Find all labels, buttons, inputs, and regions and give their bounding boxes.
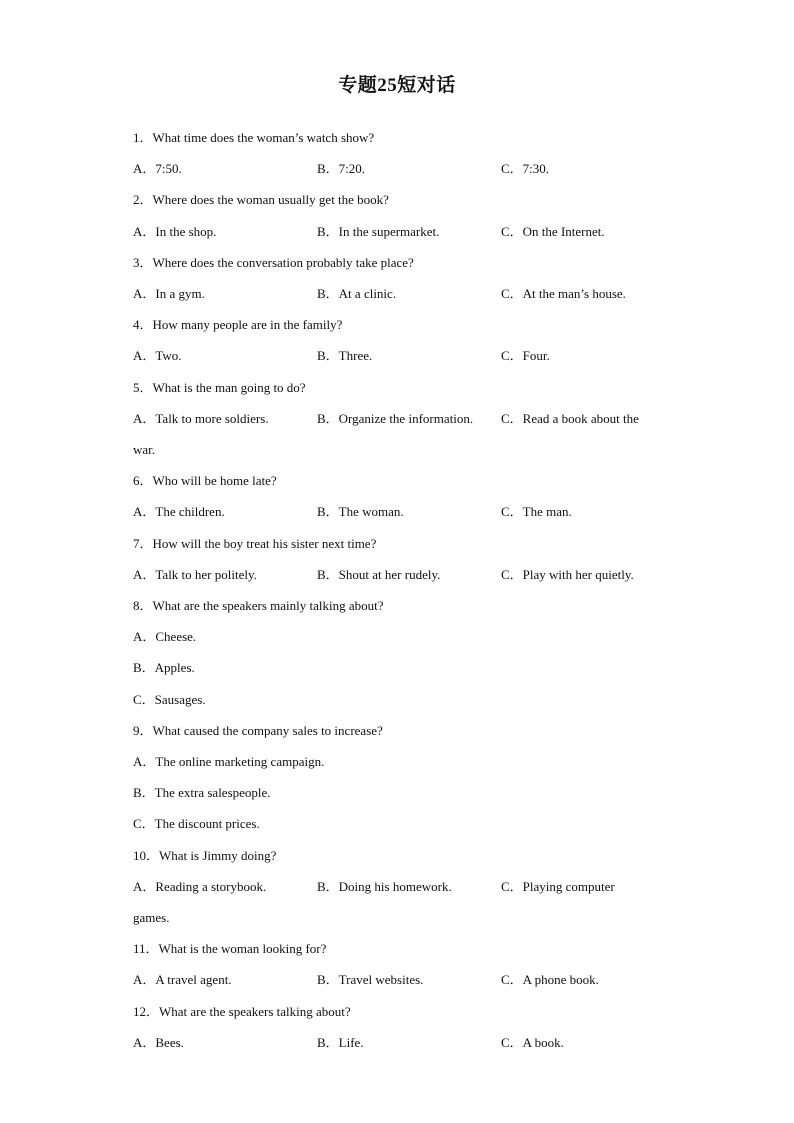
question-8-stem: 8．What are the speakers mainly talking about? (133, 598, 384, 613)
question-9-stem: 9．What caused the company sales to increase? (133, 723, 383, 738)
question-3-option-c: C．At the man’s house. (501, 286, 626, 301)
question-10-option-c-wrap: games. (133, 910, 170, 925)
question-8-option-b: B．Apples. (133, 660, 195, 675)
question-10-option-a: A．Reading a storybook. (133, 879, 267, 894)
question-7-option-a: A．Talk to her politely. (133, 567, 257, 582)
question-8-option-a: A．Cheese. (133, 629, 197, 644)
question-1-option-a: A．7:50. (133, 161, 182, 176)
question-2-option-a: A．In the shop. (133, 224, 217, 239)
question-5-option-c: C．Read a book about the (501, 411, 639, 426)
question-6-option-b: B．The woman. (317, 504, 404, 519)
question-5-stem: 5．What is the man going to do? (133, 380, 306, 395)
question-10-option-b: B．Doing his homework. (317, 879, 452, 894)
question-7-option-c: C．Play with her quietly. (501, 567, 634, 582)
question-10-option-c: C．Playing computer (501, 879, 615, 894)
question-2-stem: 2．Where does the woman usually get the book? (133, 192, 389, 207)
question-6-option-a: A．The children. (133, 504, 225, 519)
question-11-stem: 11．What is the woman looking for? (133, 941, 327, 956)
question-12-stem: 12．What are the speakers talking about? (133, 1004, 351, 1019)
question-9-option-b: B．The extra salespeople. (133, 785, 271, 800)
question-1-option-c: C．7:30. (501, 161, 550, 176)
question-3-option-b: B．At a clinic. (317, 286, 397, 301)
question-8-option-c: C．Sausages. (133, 692, 206, 707)
question-9-option-c: C．The discount prices. (133, 816, 260, 831)
question-5-option-b: B．Organize the information. (317, 411, 474, 426)
question-4-option-b: B．Three. (317, 348, 373, 363)
question-12-option-a: A．Bees. (133, 1035, 184, 1050)
question-2-option-b: B．In the supermarket. (317, 224, 440, 239)
question-6-stem: 6．Who will be home late? (133, 473, 277, 488)
question-2-option-c: C．On the Internet. (501, 224, 605, 239)
question-4-stem: 4．How many people are in the family? (133, 317, 343, 332)
question-7-stem: 7．How will the boy treat his sister next time? (133, 536, 377, 551)
question-6-option-c: C．The man. (501, 504, 572, 519)
page-title: 专题25短对话 (338, 75, 456, 96)
question-4-option-c: C．Four. (501, 348, 550, 363)
question-1-stem: 1．What time does the woman’s watch show? (133, 130, 375, 145)
question-11-option-c: C．A phone book. (501, 972, 599, 987)
question-1-option-b: B．7:20. (317, 161, 366, 176)
question-4-option-a: A．Two. (133, 348, 182, 363)
question-9-option-a: A．The online marketing campaign. (133, 754, 325, 769)
question-11-option-a: A．A travel agent. (133, 972, 232, 987)
question-5-option-c-wrap: war. (133, 442, 156, 457)
question-12-option-b: B．Life. (317, 1035, 364, 1050)
question-10-stem: 10．What is Jimmy doing? (133, 848, 277, 863)
question-5-option-a: A．Talk to more soldiers. (133, 411, 269, 426)
question-3-option-a: A．In a gym. (133, 286, 205, 301)
question-3-stem: 3．Where does the conversation probably take place? (133, 255, 414, 270)
question-11-option-b: B．Travel websites. (317, 972, 424, 987)
question-12-option-c: C．A book. (501, 1035, 564, 1050)
question-7-option-b: B．Shout at her rudely. (317, 567, 441, 582)
